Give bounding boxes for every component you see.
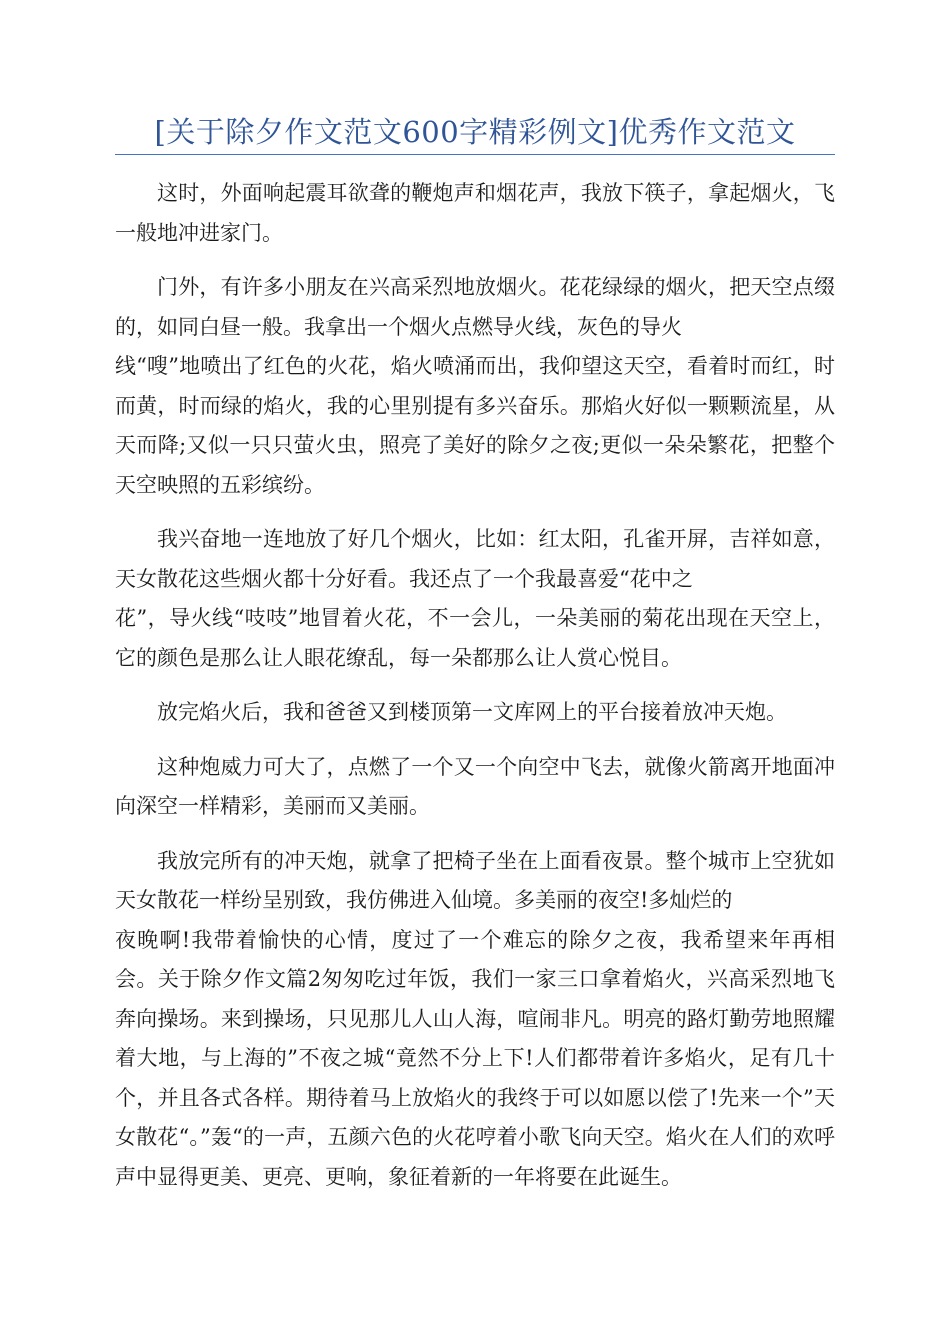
paragraph-5: 这种炮威力可大了，点燃了一个又一个向空中飞去，就像火箭离开地面冲向深空一样精彩，美丽而又美丽。 xyxy=(115,754,835,818)
paragraph-2: 门外，有许多小朋友在兴高采烈地放烟火。花花绿绿的烟火，把天空点缀的，如同白昼一般。我拿出一个烟火点燃导火线，灰色的导火 线“嗖”地喷出了红色的火花，焰火喷涌而出，我仰望这天空，看着时而红，时而黄，时而绿的焰火，我的心里别提有多兴奋乐。那焰火好似一颗颗流星，从天而降;又似一只只萤火虫，照亮了美好的除夕之夜;更似一朵朵繁花，把整个天空映照的五彩缤纷。 xyxy=(115,275,835,497)
paragraph-1: 这时，外面响起震耳欲聋的鞭炮声和烟花声，我放下筷子，拿起烟火，飞一般地冲进家门。 xyxy=(115,181,835,245)
paragraph-6: 我放完所有的冲天炮，就拿了把椅子坐在上面看夜景。整个城市上空犹如天女散花一样纷呈别致，我仿佛进入仙境。多美丽的夜空!多灿烂的 夜晚啊!我带着愉快的心情，度过了一个难忘的除夕之夜，我希望来年再相会。关于除夕作文篇2匆匆吃过年饭，我们一家三口拿着焰火，兴高采烈地飞奔向操场。来到操场，只见那儿人山人海，喧闹非凡。明亮的路灯勤劳地照耀着大地，与上海的”不夜之城“竟然不分上下!人们都带着许多焰火，足有几十个，并且各式各样。期待着马上放焰火的我终于可以如愿以偿了!先来一个”天女散花“。”轰“的一声，五颜六色的火花哼着小歌飞向天空。焰火在人们的欢呼声中显得更美、更亮、更响，象征着新的一年将要在此诞生。 xyxy=(115,848,835,1189)
document-body xyxy=(115,174,835,1212)
paragraph-4: 放完焰火后，我和爸爸又到楼顶第一文库网上的平台接着放冲天炮。 xyxy=(157,700,787,724)
title-underline xyxy=(115,154,835,155)
paragraph-3: 我兴奋地一连地放了好几个烟火，比如：红太阳，孔雀开屏，吉祥如意，天女散花这些烟火都十分好看。我还点了一个我最喜爱“花中之 花”，导火线“吱吱”地冒着火花，不一会儿，一朵美丽的菊花出现在天空上，它的颜色是那么让人眼花缭乱，每一朵都那么让人赏心悦目。 xyxy=(115,527,835,670)
document-title: [关于除夕作文范文600字精彩例文]优秀作文范文 xyxy=(154,115,796,149)
